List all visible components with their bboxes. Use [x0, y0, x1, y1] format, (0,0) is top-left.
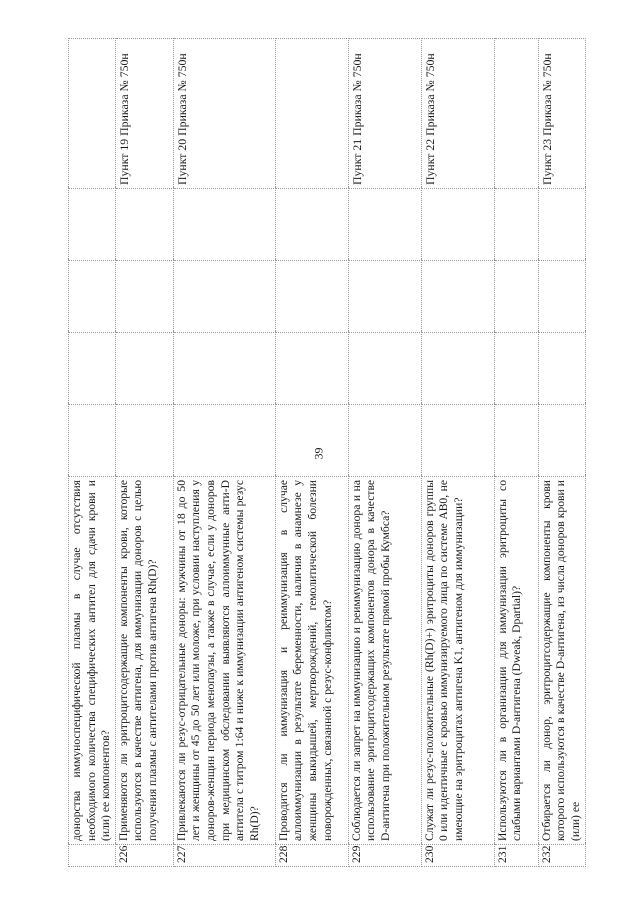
- answer-na-cell: [494, 261, 538, 333]
- answer-no-cell: [494, 333, 538, 405]
- notes-cell: [115, 189, 173, 261]
- notes-cell: [69, 189, 116, 261]
- row-number: 228: [275, 845, 348, 867]
- notes-cell: [173, 189, 275, 261]
- checklist-table: [68, 38, 586, 867]
- answer-no-cell: [348, 333, 421, 405]
- question-cell: Соблюдается ли запрет на иммунизацию и реиммунизацию донора и на использование эритроцитсодержащих компонентов донора в качестве D-антигена при положительном результате прямой пробы Кумбса?: [348, 477, 421, 845]
- answer-no-cell: [173, 333, 275, 405]
- row-number: [69, 845, 116, 867]
- answer-no-cell: [115, 333, 173, 405]
- answer-yes-cell: [115, 405, 173, 477]
- notes-cell: [538, 189, 585, 261]
- answer-na-cell: [421, 261, 494, 333]
- table-row: [69, 39, 116, 867]
- reference-cell: [494, 39, 538, 189]
- question-cell: Применяются ли эритроцитсодержащие компоненты крови, которые используются в качестве антигена, для иммунизации доноров с целью получения плазмы с антителами против антигена Rh(D)?: [115, 477, 173, 845]
- row-number: 231: [494, 845, 538, 867]
- answer-yes-cell: [494, 405, 538, 477]
- reference-cell: Пункт 22 Приказа № 750н: [421, 39, 494, 189]
- reference-cell: Пункт 20 Приказа № 750н: [173, 39, 275, 189]
- notes-cell: [494, 189, 538, 261]
- notes-cell: [421, 189, 494, 261]
- row-number: 227: [173, 845, 275, 867]
- answer-na-cell: [115, 261, 173, 333]
- question-cell: Привлекаются ли резус-отрицательные доноры: мужчины от 18 до 50 лет и женщины от 45 до 50 лет или моложе, при условии наступления у доноров-женщин периода менопаузы, а также в случае, если у доноров при медицинском обследовании выявляются аллоиммунные анти-D антитела с титром 1:64 и ниже к иммунизации антигеном системы резус Rh(D)?: [173, 477, 275, 845]
- answer-yes-cell: [538, 405, 585, 477]
- table-row: [421, 39, 494, 867]
- row-number: 232: [538, 845, 585, 867]
- reference-cell: [275, 39, 348, 189]
- answer-no-cell: [69, 333, 116, 405]
- notes-cell: [275, 189, 348, 261]
- question-cell: Проводится ли иммунизация и реиммунизация в случае аллоиммунизации в результате беременности, наличия в анамнезе у женщины выкидышей, мертворождений, гемолитической болезни новорожденных, связанной с резус-конфликтом?: [275, 477, 348, 845]
- reference-cell: Пункт 19 Приказа № 750н: [115, 39, 173, 189]
- row-number: 226: [115, 845, 173, 867]
- answer-yes-cell: [173, 405, 275, 477]
- answer-yes-cell: [348, 405, 421, 477]
- answer-no-cell: [275, 333, 348, 405]
- table-row: [173, 39, 275, 867]
- answer-yes-cell: [421, 405, 494, 477]
- table-row: [115, 39, 173, 867]
- answer-no-cell: [538, 333, 585, 405]
- answer-na-cell: [348, 261, 421, 333]
- answer-na-cell: [538, 261, 585, 333]
- answer-no-cell: [421, 333, 494, 405]
- page-number: 39: [311, 447, 326, 460]
- table-row: [538, 39, 585, 867]
- table-row: [275, 39, 348, 867]
- question-cell: Служат ли резус-положительные (Rh(D)+) эритроциты доноров группы 0 или идентичные с кровью иммунизируемого лица по системе AB0, не имеющие на эритроцитах антигена K1, антигеном для иммунизации?: [421, 477, 494, 845]
- answer-na-cell: [275, 261, 348, 333]
- table-row: [348, 39, 421, 867]
- notes-cell: [348, 189, 421, 261]
- answer-yes-cell: [69, 405, 116, 477]
- question-cell: донорства иммуноспецифической плазмы в случае отсутствия необходимого количества специфических антител для сдачи крови и (или) ее компонентов?: [69, 477, 116, 845]
- answer-na-cell: [69, 261, 116, 333]
- reference-cell: [69, 39, 116, 189]
- answer-yes-cell: [275, 405, 348, 477]
- table-row: [494, 39, 538, 867]
- reference-cell: Пункт 21 Приказа № 750н: [348, 39, 421, 189]
- checklist-table-container: [68, 41, 628, 867]
- question-cell: Используются ли в организации для иммунизации эритроциты со слабыми вариантами D-антигена (Dweak, Dpartial)?: [494, 477, 538, 845]
- question-cell: Отбирается ли донор, эритроцитсодержащие компоненты крови которого используются в качестве D-антигена, из числа доноров крови и (или) ее: [538, 477, 585, 845]
- answer-na-cell: [173, 261, 275, 333]
- reference-cell: Пункт 23 Приказа № 750н: [538, 39, 585, 189]
- row-number: 230: [421, 845, 494, 867]
- row-number: 229: [348, 845, 421, 867]
